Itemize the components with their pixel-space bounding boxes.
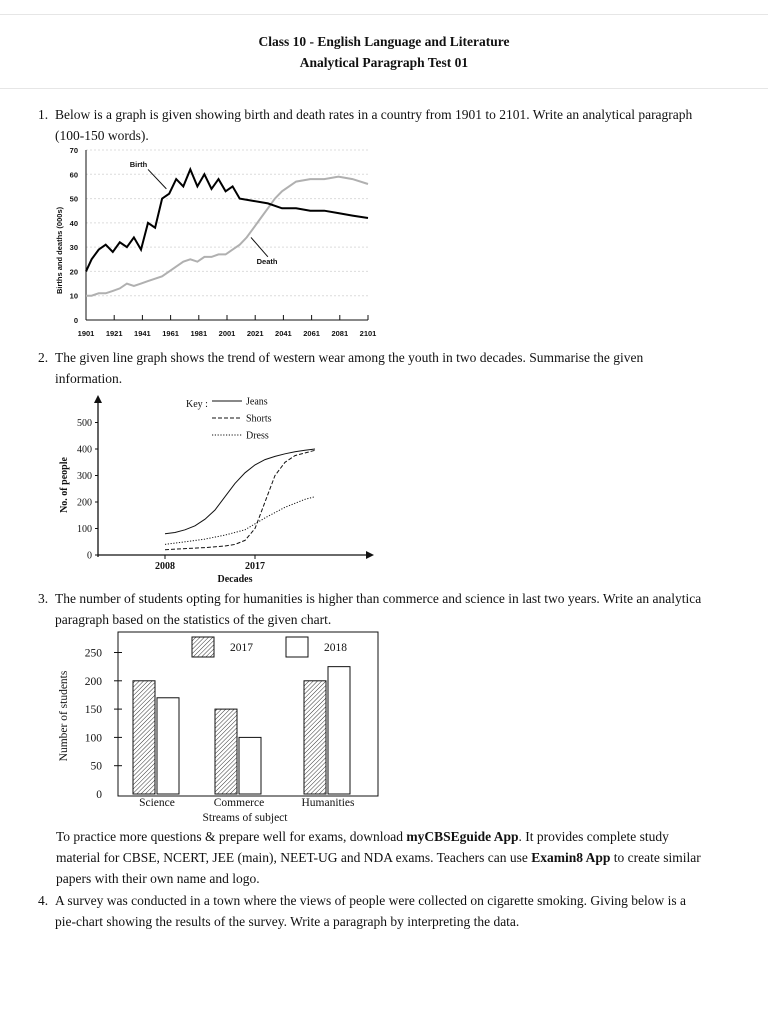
chart-western-wear: [50, 385, 390, 590]
y-tick-label: 10: [69, 291, 78, 301]
question-text: The number of students opting for humanities is higher than commerce and science in last two years. Write an analytica: [55, 591, 702, 606]
document-subtitle: Analytical Paragraph Test 01: [299, 55, 469, 70]
question-text-cont: paragraph based on the statistics of the given chart.: [55, 612, 332, 627]
legend-swatch-2017: [192, 637, 214, 657]
header-divider: [0, 88, 768, 89]
legend-label-jeans: Jeans: [246, 396, 268, 408]
y-tick-label: 200: [77, 497, 92, 509]
bar-humanities-2018: [328, 667, 350, 794]
y-tick-label: 0: [87, 550, 92, 562]
x-tick-label: 2061: [303, 329, 320, 338]
x-tick-label: 2101: [359, 329, 377, 338]
y-tick-label: 100: [77, 524, 92, 535]
y-tick-label: 300: [77, 471, 92, 482]
series-jeans: [165, 449, 315, 534]
x-tick-label: 1941: [134, 329, 151, 338]
x-tick-label: 1981: [190, 329, 208, 338]
y-tick-label: 150: [84, 704, 102, 717]
y-axis-label: No. of people: [59, 457, 70, 513]
bar-humanities-2017: [304, 681, 326, 794]
y-axis-label: Births and deaths (000s): [55, 206, 64, 294]
death-pointer: [251, 237, 268, 256]
x-tick-label: 2081: [331, 329, 349, 338]
question-number: 1.: [38, 107, 49, 122]
y-axis-arrow: [94, 395, 102, 403]
x-axis-label: Decades: [217, 574, 253, 585]
birth-line: [86, 169, 368, 271]
y-tick-label: 100: [84, 732, 102, 745]
bar-commerce-2018: [239, 737, 261, 794]
chart-streams: [50, 630, 380, 826]
legend-key-label: Key :: [186, 399, 208, 410]
app-name-link[interactable]: myCBSEguide App: [406, 829, 519, 844]
bar-science-2017: [133, 681, 155, 794]
series-dress: [165, 497, 315, 545]
y-tick-label: 60: [69, 170, 78, 180]
y-tick-label: 20: [69, 267, 78, 277]
legend-label-shorts: Shorts: [246, 413, 272, 425]
question-number: 2.: [38, 350, 49, 365]
promo-line2: material for CBSE, NCERT, JEE (main), NEET-UG and NDA exams. Teachers can use: [56, 850, 532, 865]
promo-line1-end: . It provides complete study: [518, 829, 669, 844]
question-text: The given line graph shows the trend of western wear among the youth in two decades. Summarise the given: [55, 350, 644, 365]
examin8-app-link[interactable]: Examin8 App: [531, 850, 611, 865]
x-tick-label: 2008: [155, 561, 175, 572]
promo-line3: papers with their own name and logo.: [56, 871, 260, 886]
legend-label-dress: Dress: [246, 430, 269, 442]
promo-line1: To practice more questions & prepare well for exams, download: [56, 829, 407, 844]
category-label: Commerce: [213, 797, 265, 809]
x-axis-arrow: [366, 551, 374, 559]
x-tick-label: 1921: [105, 329, 123, 338]
death-line: [86, 177, 368, 296]
y-tick-label: 250: [84, 647, 102, 660]
x-tick-label: 1901: [77, 329, 95, 338]
y-tick-label: 30: [69, 243, 78, 253]
category-label: Humanities: [301, 797, 355, 809]
promo-text: [56, 826, 768, 889]
x-tick-label: 2001: [218, 329, 236, 338]
y-tick-label: 50: [90, 760, 102, 773]
question-2: [38, 347, 766, 389]
bar-science-2018: [157, 698, 179, 794]
question-text-cont: (100-150 words).: [55, 128, 149, 143]
x-tick-label: 2021: [246, 329, 264, 338]
document-title: Class 10 - English Language and Literature: [258, 34, 510, 49]
y-tick-label: 500: [77, 418, 92, 429]
legend-label-2017: 2017: [230, 642, 253, 654]
bar-commerce-2017: [215, 709, 237, 794]
legend-swatch-2018: [286, 637, 308, 657]
series-shorts: [165, 450, 315, 549]
question-text: Below is a graph is given showing birth and death rates in a country from 1901 to 2101. Write an analytical paragraph: [55, 107, 693, 122]
legend-label-2018: 2018: [324, 642, 347, 654]
y-tick-label: 400: [77, 444, 92, 456]
y-tick-label: 0: [96, 789, 102, 801]
question-text-cont: pie-chart showing the results of the survey. Write a paragraph by interpreting the data.: [55, 914, 520, 929]
top-divider: [0, 14, 768, 15]
question-number: 3.: [38, 591, 49, 606]
category-label: Science: [139, 797, 175, 809]
birth-label: Birth: [129, 160, 148, 169]
question-3: [38, 588, 766, 630]
y-axis-label: Number of students: [58, 670, 70, 762]
question-text-cont: information.: [55, 371, 123, 386]
question-4: [38, 890, 766, 932]
x-tick-label: 2017: [245, 561, 265, 572]
y-tick-label: 0: [73, 316, 78, 325]
x-tick-label: 1961: [162, 329, 179, 338]
question-text: A survey was conducted in a town where the views of people were collected on cigarette smoking. Giving below is a: [55, 893, 686, 908]
birth-pointer: [148, 169, 166, 188]
question-1: [38, 104, 766, 146]
death-label: Death: [256, 257, 278, 267]
y-tick-label: 40: [69, 218, 78, 228]
y-tick-label: 70: [69, 146, 78, 155]
x-tick-label: 2041: [275, 329, 292, 338]
y-tick-label: 50: [69, 194, 78, 204]
promo-line2-end: to create similar: [610, 850, 701, 865]
chart-birth-death: [50, 145, 390, 345]
question-number: 4.: [38, 893, 49, 908]
y-tick-label: 200: [84, 675, 102, 688]
x-axis-label: Streams of subject: [202, 812, 288, 824]
